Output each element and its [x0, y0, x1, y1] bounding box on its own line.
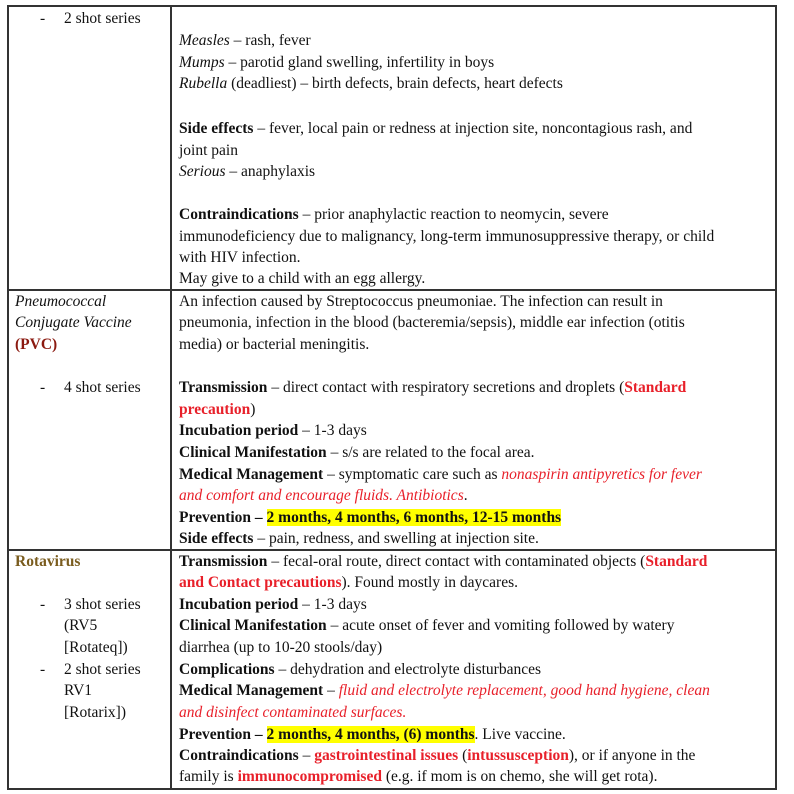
pcv-bullet-dash: - [40, 379, 46, 396]
rota-transmission-close: ). Found mostly in daycares. [341, 574, 518, 591]
rota-medical-red2: and disinfect contaminated surfaces [179, 704, 403, 721]
rota-contra-text: – [298, 747, 315, 764]
pcv-medical-end: . [463, 487, 468, 504]
pcv-side-effects-line [179, 529, 539, 549]
pcv-abbr-close: ) [52, 336, 58, 353]
pcv-intro-line2: pneumonia, infection in the blood (bacteremia/sepsis), middle ear infection (otitis [179, 314, 685, 331]
rota-incubation-text: – 1-3 days [298, 596, 367, 613]
rota-complications-label: Complications [179, 661, 275, 678]
rota-precaution-word2: and Contact precautions [179, 574, 342, 591]
rota-bullet-dash-2: - [40, 661, 46, 678]
rota-contra-line2a: family is [179, 768, 238, 785]
rota-medical-label: Medical Management [179, 682, 324, 699]
rota-contra-line1 [179, 746, 695, 766]
pcv-medical-label: Medical Management [179, 466, 324, 483]
pcv-medical-text: – symptomatic care such as [323, 466, 502, 483]
pcv-transmission-line1 [179, 378, 686, 398]
measles-line [179, 31, 311, 51]
pcv-incubation-text: – 1-3 days [298, 422, 367, 439]
rota-medical-text: – [323, 682, 339, 699]
mumps-line [179, 53, 494, 73]
measles-desc: – rash, fever [229, 32, 311, 49]
mmr-side-effects-text: – fever, local pain or redness at injection site, noncontagious rash, and [253, 120, 693, 137]
mumps-name: Mumps [179, 54, 225, 71]
mmr-side-effects-line1 [179, 119, 692, 139]
mmr-bullet-dash: - [40, 10, 46, 27]
rota-incubation-line [179, 595, 367, 615]
pcv-side-effects-text: – pain, redness, and swelling at injection site. [253, 530, 539, 547]
rota-rv5-series: 3 shot series [64, 596, 141, 613]
rota-prevention-label: Prevention – [179, 726, 267, 743]
rota-contra-mid1: ( [458, 747, 468, 764]
rota-contra-label: Contraindications [179, 747, 299, 764]
pcv-prevention-label: Prevention – [179, 509, 267, 526]
rota-rv5-brand: [Rotateq]) [64, 639, 128, 656]
rota-clinical-line2: diarrhea (up to 10-20 stools/day) [179, 639, 383, 656]
rota-transmission-text: – fecal-oral route, direct contact with contaminated objects ( [267, 553, 646, 570]
rota-medical-end: . [402, 704, 407, 721]
rota-contra-mid2: ), or if anyone in the [568, 747, 696, 764]
rota-rv1-brand: [Rotarix]) [64, 704, 126, 721]
pcv-medical-line1 [179, 465, 702, 485]
mmr-contra-line1 [179, 205, 609, 225]
mumps-desc: – parotid gland swelling, infertility in boys [224, 54, 495, 71]
rota-rv5-code: (RV5 [64, 617, 98, 634]
rota-contra-gi: gastrointestinal issues [314, 747, 459, 764]
pcv-abbr: PVC [20, 336, 53, 353]
rota-contra-line2b: (e.g. if mom is on chemo, she will get rota). [381, 768, 658, 785]
pcv-incubation-line [179, 421, 367, 441]
rota-medical-red1: fluid and electrolyte replacement, good hand hygiene, clean [338, 682, 710, 699]
rubella-line [179, 74, 563, 94]
mmr-contra-label: Contraindications [179, 206, 299, 223]
row-divider-mmr-pcv [7, 289, 777, 291]
rota-transmission-label: Transmission [179, 553, 268, 570]
rota-rv1-code: RV1 [64, 682, 93, 699]
pcv-title-line1: Pneumococcal [15, 293, 107, 310]
pcv-series-count: 4 shot series [64, 379, 141, 396]
table-border-right [775, 5, 777, 790]
mmr-side-effects-line2: joint pain [179, 142, 238, 159]
rota-contra-line2 [179, 767, 657, 787]
rota-clinical-text: – acute onset of fever and vomiting followed by watery [326, 617, 675, 634]
table-border-left [7, 5, 9, 790]
mmr-contra-text: – prior anaphylactic reaction to neomycin, severe [298, 206, 609, 223]
mmr-serious-desc: – anaphylaxis [225, 163, 316, 180]
pcv-transmission-text: – direct contact with respiratory secretions and droplets ( [267, 379, 625, 396]
pcv-prevention-schedule: 2 months, 4 months, 6 months, 12-15 months [266, 509, 562, 526]
rota-contra-intussusception: intussusception [467, 747, 569, 764]
rota-contra-immuno: immunocompromised [237, 768, 382, 785]
mmr-side-effects-label: Side effects [179, 120, 254, 137]
pcv-prevention-line [179, 508, 561, 528]
mmr-contra-line3: with HIV infection. [179, 249, 301, 266]
pcv-precaution-word2: precaution [179, 401, 251, 418]
rota-clinical-label: Clinical Manifestation [179, 617, 327, 634]
pcv-intro-line1: An infection caused by Streptococcus pneumoniae. The infection can result in [179, 293, 663, 310]
pcv-medical-red1: nonaspirin antipyretics for fever [501, 466, 702, 483]
row-divider-pcv-rota [7, 549, 777, 551]
mmr-serious-label: Serious [179, 163, 226, 180]
pcv-clinical-text: – s/s are related to the focal area. [326, 444, 535, 461]
pcv-incubation-label: Incubation period [179, 422, 299, 439]
rota-medical-line2 [179, 703, 406, 723]
rota-rv1-series: 2 shot series [64, 661, 141, 678]
row-divider-rota-next [7, 788, 777, 790]
rota-transmission-line1 [179, 552, 707, 572]
pcv-medical-red2: and comfort and encourage fluids. Antibiotics [179, 487, 464, 504]
pcv-intro-line3: media) or bacterial meningitis. [179, 336, 370, 353]
rubella-name: Rubella [179, 75, 228, 92]
table-column-divider [170, 5, 172, 790]
pcv-abbreviation [15, 335, 57, 355]
pcv-transmission-label: Transmission [179, 379, 268, 396]
rota-prevention-line [179, 725, 566, 745]
rota-prevention-schedule: 2 months, 4 months, (6) months [266, 726, 475, 743]
vaccine-table [7, 5, 777, 790]
rota-incubation-label: Incubation period [179, 596, 299, 613]
rota-transmission-line2 [179, 573, 518, 593]
pcv-precaution-close: ) [250, 401, 256, 418]
pcv-abbr-open: ( [15, 336, 21, 353]
pcv-medical-line2 [179, 486, 468, 506]
mmr-egg-allergy-note: May give to a child with an egg allergy. [179, 270, 426, 287]
mmr-serious-line [179, 162, 315, 182]
pcv-title-line2: Conjugate Vaccine [15, 314, 132, 331]
rota-bullet-dash-1: - [40, 596, 46, 613]
mmr-contra-line2: immunodeficiency due to malignancy, long-term immunosuppressive therapy, or child [179, 228, 715, 245]
rota-medical-line1 [179, 681, 710, 701]
rubella-desc: (deadliest) – birth defects, brain defects, heart defects [227, 75, 563, 92]
pcv-transmission-line2 [179, 400, 255, 420]
rota-clinical-line1 [179, 616, 674, 636]
rota-complications-text: – dehydration and electrolyte disturbances [274, 661, 542, 678]
pcv-clinical-label: Clinical Manifestation [179, 444, 327, 461]
rota-complications-line [179, 660, 541, 680]
rota-title: Rotavirus [15, 553, 81, 570]
rota-prevention-after: . Live vaccine. [474, 726, 566, 743]
pcv-clinical-line [179, 443, 535, 463]
pcv-precaution-word1: Standard [624, 379, 687, 396]
mmr-series-count: 2 shot series [64, 10, 141, 27]
pcv-side-effects-label: Side effects [179, 530, 254, 547]
rota-precaution-word1: Standard [645, 553, 708, 570]
measles-name: Measles [179, 32, 230, 49]
table-border-top [7, 5, 777, 7]
